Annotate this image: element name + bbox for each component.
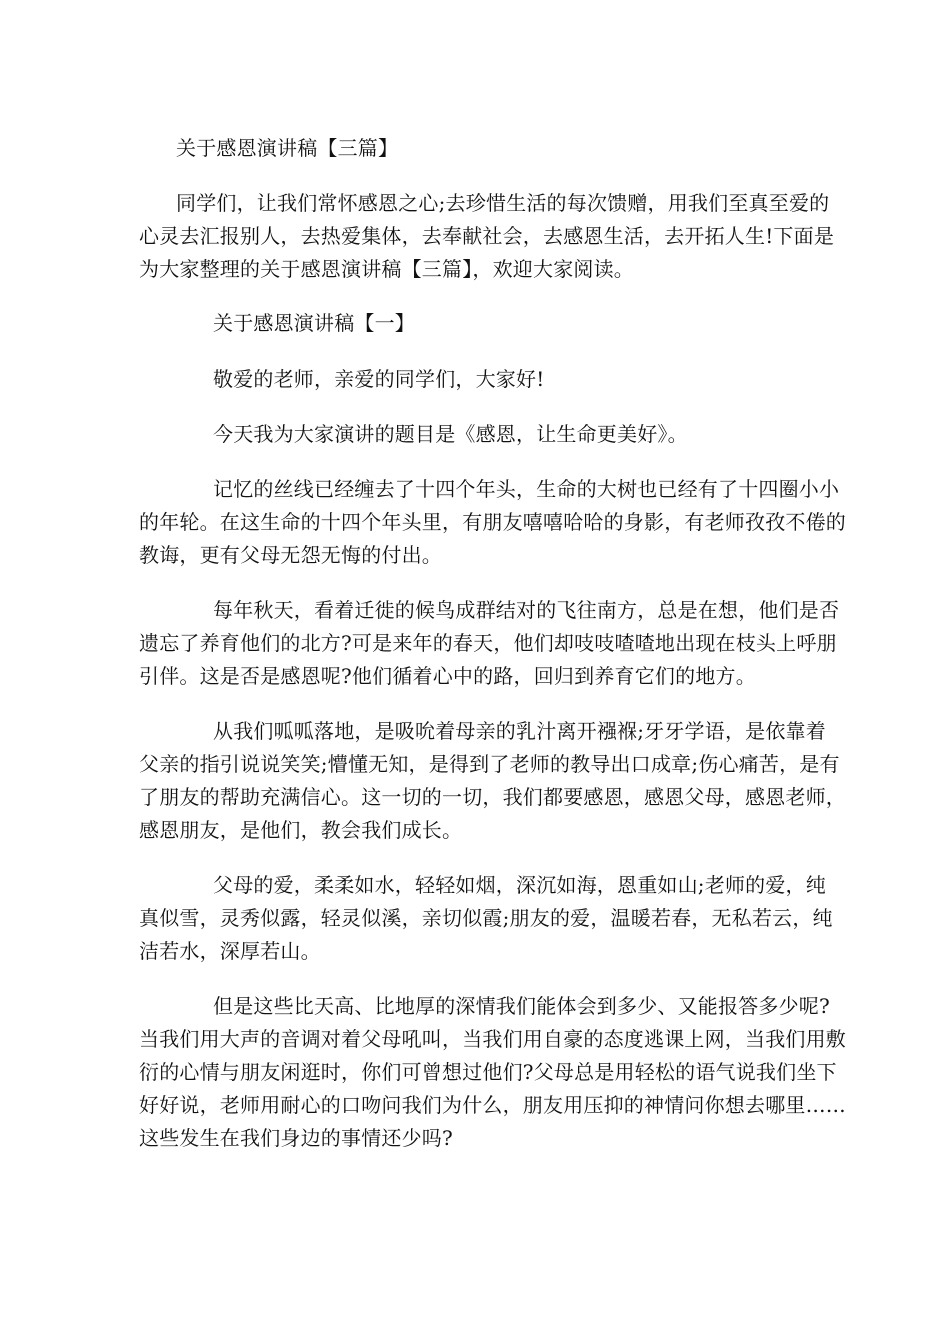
paragraph-5-line-3: 衍的心情与朋友闲逛时，你们可曾想过他们?父母总是用轻松的语气说我们坐下 — [139, 1060, 837, 1084]
intro-line-2: 心灵去汇报别人，去热爱集体，去奉献社会，去感恩生活，去开拓人生!下面是 — [139, 224, 835, 248]
paragraph-1-line-1: 记忆的丝线已经缠去了十四个年头，生命的大树也已经有了十四圈小小 — [213, 477, 840, 501]
paragraph-1-line-2: 的年轮。在这生命的十四个年头里，有朋友嘻嘻哈哈的身影，有老师孜孜不倦的 — [139, 510, 846, 534]
paragraph-3-line-1: 从我们呱呱落地，是吸吮着母亲的乳汁离开襁褓;牙牙学语，是依靠着 — [213, 719, 826, 743]
intro-line-1: 同学们，让我们常怀感恩之心;去珍惜生活的每次馈赠，用我们至真至爱的 — [176, 191, 830, 215]
document-title: 关于感恩演讲稿【三篇】 — [176, 136, 399, 160]
paragraph-4-line-2: 真似雪，灵秀似露，轻灵似溪，亲切似霞;朋友的爱，温暖若春，无私若云，纯 — [139, 906, 833, 930]
section-heading: 关于感恩演讲稿【一】 — [213, 311, 415, 335]
greeting-line: 敬爱的老师，亲爱的同学们，大家好! — [213, 367, 545, 391]
paragraph-1-line-3: 教诲，更有父母无怨无悔的付出。 — [139, 543, 442, 567]
paragraph-5-line-2: 当我们用大声的音调对着父母吼叫，当我们用自豪的态度逃课上网，当我们用敷 — [139, 1027, 846, 1051]
paragraph-5-line-4: 好好说，老师用耐心的口吻问我们为什么，朋友用压抑的神情问你想去哪里…… — [139, 1093, 846, 1117]
intro-line-3: 为大家整理的关于感恩演讲稿【三篇】，欢迎大家阅读。 — [139, 257, 634, 281]
paragraph-3-line-3: 了朋友的帮助充满信心。这一切的一切，我们都要感恩，感恩父母，感恩老师， — [139, 785, 846, 809]
paragraph-2-line-2: 遗忘了养育他们的北方?可是来年的春天，他们却吱吱喳喳地出现在枝头上呼朋 — [139, 631, 837, 655]
paragraph-3-line-2: 父亲的指引说说笑笑;懵懂无知，是得到了老师的教导出口成章;伤心痛苦，是有 — [139, 752, 840, 776]
paragraph-5-line-5: 这些发生在我们身边的事情还少吗? — [139, 1126, 453, 1150]
paragraph-2-line-1: 每年秋天，看着迁徙的候鸟成群结对的飞往南方，总是在想，他们是否 — [213, 598, 840, 622]
paragraph-3-line-4: 感恩朋友，是他们，教会我们成长。 — [139, 818, 463, 842]
paragraph-5-line-1: 但是这些比天高、比地厚的深情我们能体会到多少、又能报答多少呢? — [213, 994, 830, 1018]
paragraph-4-line-1: 父母的爱，柔柔如水，轻轻如烟，深沉如海，恩重如山;老师的爱，纯 — [213, 873, 826, 897]
paragraph-2-line-3: 引伴。这是否是感恩呢?他们循着心中的路，回归到养育它们的地方。 — [139, 664, 756, 688]
topic-line: 今天我为大家演讲的题目是《感恩，让生命更美好》。 — [213, 422, 688, 446]
paragraph-4-line-3: 洁若水，深厚若山。 — [139, 939, 321, 963]
